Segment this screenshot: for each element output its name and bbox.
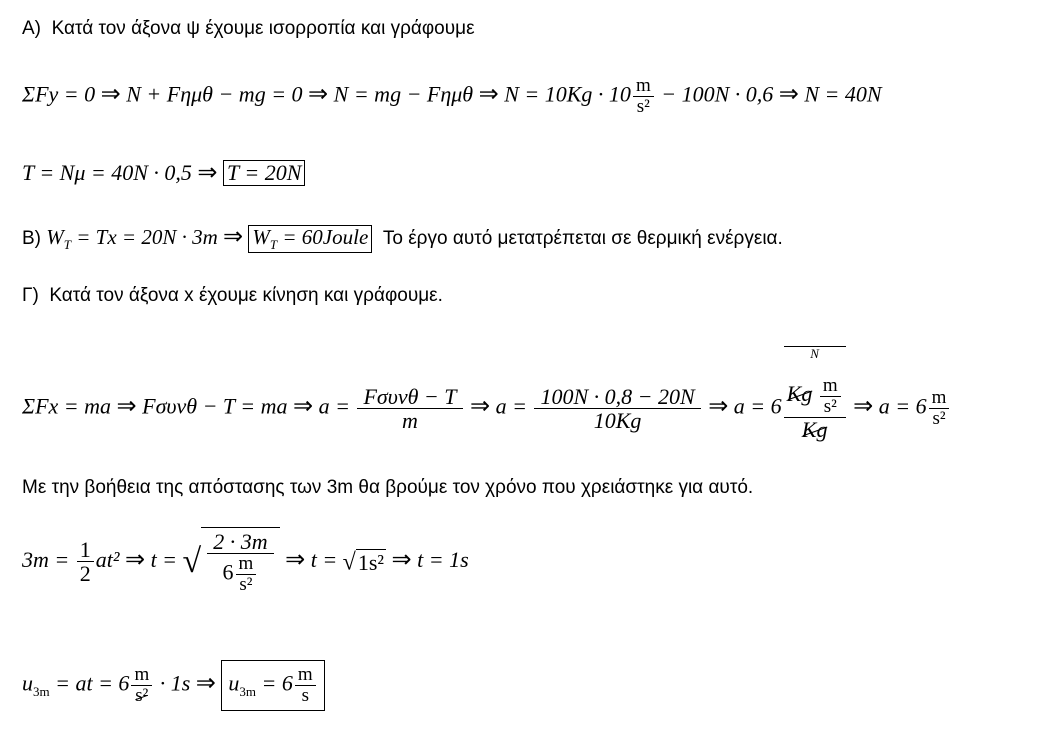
section-a-text: Κατά τον άξονα ψ έχουμε ισορροπία και γράφουμε — [51, 18, 475, 39]
vel-s2: s² — [135, 684, 149, 706]
work-symbol: W — [46, 225, 64, 249]
section-b-line — [22, 222, 783, 253]
root-den-unit — [236, 554, 257, 595]
radical-sign-small: √ — [342, 549, 356, 576]
sentence-text: Με την βοήθεια της απόστασης των 3m θα βρούμε τον χρόνο που χρειάστηκε για αυτό. — [22, 477, 754, 498]
root-num: 2 · 3m — [207, 530, 273, 554]
fraction-unit-cancel — [784, 346, 846, 442]
time-sentence — [22, 477, 753, 499]
overbrace-n: N — [784, 346, 846, 361]
work-rest: = Tx = 20N · 3m — [71, 225, 218, 249]
root-den-coef: 6 — [222, 559, 234, 585]
s2-den: s² — [823, 395, 837, 417]
unit-cancel-num — [784, 346, 846, 418]
eq-a1-p4-left: N = 10Kg · 10 — [504, 81, 631, 107]
radical-sign: √ — [182, 542, 202, 580]
square-root-time — [183, 527, 280, 597]
eq-d1-p2: at² — [95, 547, 120, 573]
implies-arrow: ⇒ — [100, 81, 121, 108]
eq-e1-p1: = at = 6 — [49, 670, 130, 696]
boxed-w-rest: = 60Joule — [277, 225, 369, 249]
work-sub: T — [63, 237, 72, 253]
eq-a1-p5: N = 40N — [804, 81, 882, 107]
velocity-symbol: u — [22, 670, 33, 696]
unit-num: m — [633, 76, 654, 97]
section-c-heading — [22, 285, 443, 307]
m-num: m — [820, 376, 841, 397]
implies-arrow: ⇒ — [708, 393, 729, 420]
boxed-u-sub: 3m — [239, 683, 257, 699]
one-half — [77, 538, 94, 585]
acc-unit-den: s² — [932, 407, 946, 429]
boxed-m: m — [295, 665, 316, 686]
eq-c1-p6: a = 6 — [878, 393, 927, 419]
root-m: m — [236, 554, 257, 575]
implies-arrow: ⇒ — [285, 547, 306, 574]
eq-a2-p1: T = Nμ = 40N · 0,5 — [22, 160, 192, 185]
velocity-unit-fraction — [131, 665, 152, 706]
radicand — [201, 527, 279, 597]
root-den — [207, 554, 273, 595]
section-c-label: Γ) — [22, 285, 39, 306]
unit-den: s² — [636, 95, 650, 117]
cancelled-kg-top: Kg — [786, 381, 813, 407]
half-den: 2 — [79, 561, 91, 587]
vel-m: m — [131, 665, 152, 686]
eq-c1-p1: ΣFx = ma — [22, 393, 112, 419]
eq-e1-p2: · 1s — [154, 670, 191, 696]
eq-a1-p1: ΣFy = 0 — [22, 81, 96, 107]
half-num: 1 — [77, 538, 94, 562]
unit-fraction — [633, 76, 654, 117]
frac1-num: Fσυνθ − T — [357, 385, 462, 409]
eq-c1-p5: a = 6 — [733, 393, 782, 419]
equation-sum-fx — [22, 346, 951, 442]
section-c-text: Κατά τον άξονα x έχουμε κίνηση και γράφουμε. — [49, 285, 443, 306]
section-b-label: Β) — [22, 228, 41, 249]
section-a-label: Α) — [22, 18, 41, 39]
boxed-s: s — [301, 684, 309, 706]
eq-d1-p1: 3m = — [22, 547, 70, 573]
acceleration-unit — [929, 388, 950, 429]
implies-arrow: ⇒ — [853, 393, 874, 420]
root-fraction — [207, 530, 273, 595]
boxed-result-work — [248, 225, 372, 253]
implies-arrow: ⇒ — [478, 81, 499, 108]
implies-arrow: ⇒ — [391, 547, 412, 574]
implies-arrow: ⇒ — [195, 670, 216, 697]
equation-sum-fy — [22, 76, 882, 117]
eq-a1-p3: N = mg − Fημθ — [333, 81, 474, 107]
implies-arrow: ⇒ — [124, 547, 146, 574]
fraction-acceleration-symbolic — [357, 385, 462, 432]
eq-a1-p4-right: − 100N · 0,6 — [661, 81, 774, 107]
frac2-den: 10Kg — [593, 407, 642, 433]
implies-arrow: ⇒ — [197, 160, 218, 186]
boxed-u-rest: = 6 — [256, 670, 293, 696]
fraction-acceleration-numeric — [534, 385, 700, 432]
eq-d1-p3: t = — [150, 547, 178, 573]
square-root-small — [343, 548, 386, 576]
unit-cancel-den — [784, 418, 846, 441]
m-over-s2 — [820, 376, 841, 417]
frac2-num: 100N · 0,8 − 20N — [534, 385, 700, 409]
implies-arrow: ⇒ — [293, 393, 314, 420]
boxed-result-t — [223, 160, 305, 186]
boxed-velocity-unit — [295, 665, 316, 706]
section-a-heading — [22, 18, 475, 40]
eq-d1-p4: t = — [310, 547, 338, 573]
boxed-w: W — [252, 225, 270, 249]
boxed-t-text: T = 20N — [227, 160, 302, 185]
eq-d1-p5: t = 1s — [417, 547, 469, 573]
acc-unit-num: m — [929, 388, 950, 409]
cancelled-kg-bottom: Kg — [801, 416, 828, 442]
implies-arrow: ⇒ — [116, 393, 137, 420]
equation-time — [22, 527, 469, 597]
work-equation — [46, 224, 372, 253]
root2-value: 1s² — [357, 550, 385, 576]
implies-arrow: ⇒ — [778, 81, 799, 108]
eq-c1-p3: a = — [318, 393, 350, 419]
implies-arrow: ⇒ — [308, 81, 329, 108]
root-s2: s² — [239, 574, 253, 596]
vel-s2-wrap — [131, 686, 152, 706]
boxed-result-velocity — [221, 660, 324, 711]
eq-a1-p2: N + Fημθ − mg = 0 — [126, 81, 303, 107]
boxed-u: u — [228, 670, 240, 696]
eq-c1-p4: a = — [495, 393, 527, 419]
frac1-den: m — [402, 407, 418, 433]
velocity-sub: 3m — [33, 683, 50, 699]
boxed-w-sub: T — [269, 237, 278, 253]
implies-arrow: ⇒ — [223, 224, 244, 250]
equation-friction — [22, 158, 305, 187]
equation-velocity — [22, 660, 325, 711]
implies-arrow: ⇒ — [470, 393, 491, 420]
section-b-text: Το έργο αυτό μετατρέπεται σε θερμική ενέργεια. — [382, 228, 783, 249]
eq-c1-p2: Fσυνθ − T = ma — [142, 393, 288, 419]
